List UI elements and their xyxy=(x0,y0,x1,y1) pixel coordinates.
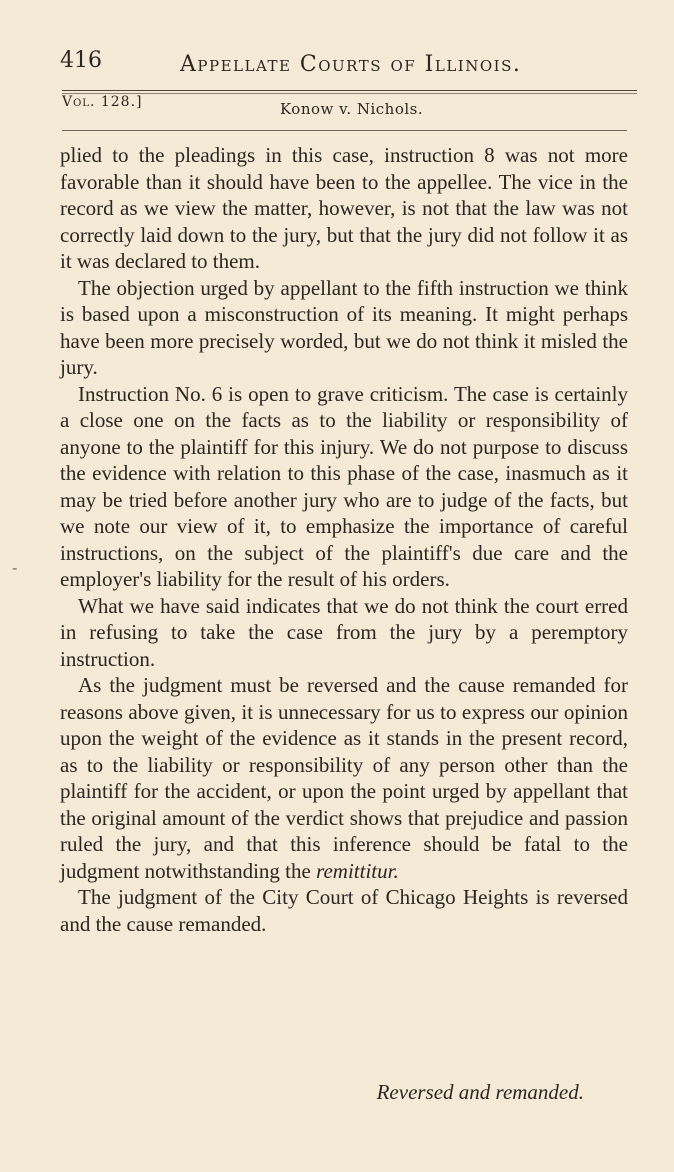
paragraph xyxy=(60,672,628,884)
subheader-rule xyxy=(62,130,627,131)
header-rule xyxy=(62,90,637,91)
header-rule-thin xyxy=(62,93,637,94)
remittitur-term: remittitur. xyxy=(316,858,399,883)
page-number: 416 xyxy=(60,48,102,73)
volume-label: Vol. 128.] xyxy=(62,94,143,110)
court-title: Appellate Courts of Illinois. xyxy=(180,52,522,77)
opinion-text xyxy=(60,142,628,937)
paragraph: What we have said indicates that we do not think the court erred in refusing to take the case from the jury by a peremptory instruction. xyxy=(60,593,628,671)
case-title: Konow v. Nichols. xyxy=(280,100,424,118)
disposition: Reversed and remanded. xyxy=(376,1080,584,1104)
paragraph: The objection urged by appellant to the fifth instruction we think is based upon a misconstruction of its meaning. It might perhaps have been more precisely worded, but we do not think it misled the jury. xyxy=(60,275,628,379)
paragraph: The judgment of the City Court of Chicago Heights is reversed and the cause remanded. xyxy=(60,885,628,936)
paragraph: plied to the pleadings in this case, instruction 8 was not more favorable than it should have been to the appellee. The vice in the record as we view the matter, however, is not that the law was not correctly laid down to the jury, but that the jury did not follow it as it was declared to them. xyxy=(60,143,628,273)
paragraph-text: As the judgment must be reversed and the cause remanded for reasons above given, it is unnecessary for us to express our opinion upon the weight of the evidence as it stands in the present record, as to the liability or responsibility of any person other than the plaintiff for the accident, or upon the point urged by appellant that the original amount of the verdict shows that prejudice and passion ruled the jury, and that this inference should be fatal to the judgment notwithstanding the xyxy=(60,673,628,883)
running-head xyxy=(60,48,620,84)
margin-mark: - xyxy=(12,558,18,577)
paragraph: Instruction No. 6 is open to grave criticism. The case is certainly a close one on the facts as to the liability or responsibility of anyone to the plaintiff for this injury. We do not purpose to discuss the evidence with relation to this phase of the case, inasmuch as it may be tried before another jury who are to judge of the facts, but we note our view of it, to emphasize the importance of careful instructions, on the subject of the plaintiff's due care and the employer's liability for the result of his orders. xyxy=(60,381,628,591)
